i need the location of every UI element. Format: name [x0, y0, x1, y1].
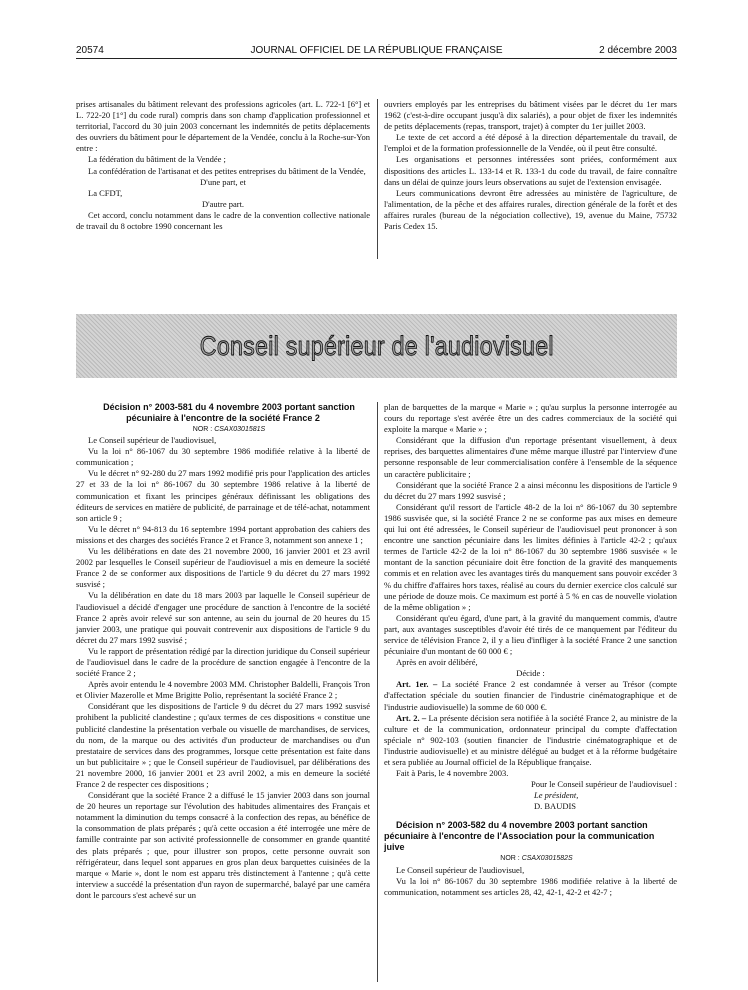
- journal-title: JOURNAL OFFICIEL DE LA RÉPUBLIQUE FRANÇAISE: [250, 45, 503, 56]
- decision-2-title: Décision n° 2003-582 du 4 novembre 2003 portant sanction pécuniaire à l'encontre de l'Association pour la communication juive: [384, 820, 655, 853]
- paragraph: Vu la loi n° 86-1067 du 30 septembre 1986 modifiée relative à la liberté de communication, notamment ses articles 28, 42, 42-1, 42-2 et 42-7 ;: [384, 875, 677, 897]
- paragraph: Après en avoir délibéré,: [396, 657, 478, 668]
- decide-line: Décide :: [516, 668, 545, 679]
- nor-value: CSAX0301582S: [521, 855, 573, 863]
- section-title: Conseil supérieur de l'audiovisuel: [199, 330, 554, 361]
- paragraph: Le Conseil supérieur de l'audiovisuel,: [88, 435, 217, 446]
- paragraph: Après avoir entendu le 4 novembre 2003 MM. Christopher Baldelli, François Tron et Olivier Mazerolle et Mme Brigitte Polio, représentant la société France 2 ;: [76, 679, 370, 701]
- paragraph: La CFDT,: [88, 187, 123, 198]
- paragraph: ouvriers employés par les entreprises du bâtiment visées par le décret du 1er mars 1962 (c'est-à-dire occupant jusqu'à dix salariés), a pour objet de fixer les indemnités de petits déplacements (repas, transport, trajet) à compter du 1er juillet 2003.: [384, 99, 677, 132]
- section-banner: [76, 314, 677, 378]
- issue-date: 2 décembre 2003: [599, 45, 677, 56]
- paragraph: Vu les délibérations en date des 21 novembre 2000, 16 janvier 2001 et 23 avril 2002 par lesquelles le Conseil supérieur de l'audiovisuel a mis en demeure la société France 2 de se conformer aux dispositions de l'article 9 du décret du 27 mars 1992 susvisé ;: [76, 546, 370, 590]
- paragraph: Considérant qu'il ressort de l'article 48-2 de la loi n° 86-1067 du 30 septembre 1986 susvisée que, si la société France 2 ne se conforme pas aux mises en demeure qui lui ont été adressées, le Conseil supérieur de l'audiovisuel peut prononcer à son encontre une sanction pécuniaire dans les limites définies à l'article 42-2 ; qu'aux termes de l'article 42-2 de la loi n° 86-1067 du 30 septembre 1986 susvisée « le montant de la sanction pécuniaire doit être fonction de la gravité des manquements commis et en relation avec les avantages tirés du manquement sans pouvoir excéder 3 % du chiffre d'affaires hors taxes, réalisé au cours du dernier exercice clos calculé sur une période de douze mois. Ce maximum est porté à 5 % en cas de nouvelle violation de la même obligation » ;: [384, 501, 677, 612]
- decision-1-nor: [76, 424, 370, 435]
- column-divider-bottom: [377, 402, 378, 982]
- paragraph: prises artisanales du bâtiment relevant des professions agricoles (art. L. 722-1 [6°] et L. 722-20 [1°] du code rural) compris dans son champ d'application professionnel et territorial, l'accord du 30 juin 2003 concernant les indemnités de petits déplacements des ouvriers du bâtiment pour le département de la Vendée, conclu à la Roche-sur-Yon entre :: [76, 99, 370, 154]
- decision-1-title: Décision n° 2003-581 du 4 novembre 2003 portant sanction pécuniaire à l'encontre de la société France 2: [103, 402, 355, 423]
- article-1-label: Art. 1er. –: [396, 679, 438, 690]
- paragraph: Le texte de cet accord a été déposé à la direction départementale du travail, de l'emploi et de la formation professionnelle de la Vendée, où il peut être consulté.: [384, 132, 677, 154]
- nor-label: NOR :: [192, 426, 213, 433]
- paragraph: La confédération de l'artisanat et des petites entreprises du bâtiment de la Vendée,: [88, 165, 366, 176]
- decision-1-column-left: [76, 402, 370, 901]
- page-header: [76, 44, 677, 59]
- paragraph: plan de barquettes de la marque « Marie » ; qu'au surplus la personne interrogée au cours du reportage s'est avérée être un des cadres commerciaux de la société qui exploite la marque « Marie » ;: [384, 402, 677, 435]
- paragraph: Vu le décret n° 94-813 du 16 septembre 1994 portant approbation des cahiers des missions et des charges des sociétés France 2 et France 3, notamment son annexe 1 ;: [76, 523, 370, 545]
- decision-1-column-right: [384, 402, 677, 898]
- paragraph: La fédération du bâtiment de la Vendée ;: [88, 154, 226, 165]
- paragraph: Le Conseil supérieur de l'audiovisuel,: [396, 864, 525, 875]
- top-column-left: [76, 99, 370, 232]
- paragraph: Cet accord, conclu notamment dans le cadre de la convention collective nationale de travail du 8 octobre 1990 concernant les: [76, 209, 370, 232]
- page-number: 20574: [76, 45, 104, 56]
- column-divider-top: [377, 99, 378, 259]
- paragraph: Vu la délibération en date du 18 mars 2003 par laquelle le Conseil supérieur de l'audiovisuel a décidé d'engager une procédure de sanction à l'encontre de la société France 2 après avoir relevé sur son antenne, au sein du journal de 20 heures du 15 janvier 2003, une pratique qui pouvait contrevenir aux dispositions de l'article 9 du décret du 27 mars 1992 susvisé ;: [76, 590, 370, 645]
- decision-2-nor: [384, 853, 677, 864]
- paragraph: Vu le décret n° 92-280 du 27 mars 1992 modifié pris pour l'application des articles 27 et 33 de la loi n° 86-1067 du 30 septembre 1986 relative à la liberté de communication et fixant les principes généraux définissant les obligations des éditeurs de services en matière de publicité, de parrainage et de télé-achat, notamment son article 9 ;: [76, 468, 370, 523]
- paragraph: D'autre part.: [201, 198, 245, 209]
- paragraph: Considérant que la diffusion d'un reportage présentant visuellement, à deux reprises, des barquettes alimentaires d'une même marque illustré par l'interview d'une personne responsable de leur commercialisation confère à l'ensemble de la séquence un caractère publicitaire ;: [384, 435, 677, 479]
- paragraph: Vu le rapport de présentation rédigé par la direction juridique du Conseil supérieur de l'audiovisuel dans le cadre de la procédure de sanction engagée à l'encontre de la société France 2 ;: [76, 645, 370, 679]
- paragraph: Considérant que la société France 2 a ainsi méconnu les dispositions de l'article 9 du décret du 27 mars 1992 susvisé ;: [384, 479, 677, 501]
- nor-label: NOR :: [500, 855, 520, 863]
- paragraph: Vu la loi n° 86-1067 du 30 septembre 1986 modifiée relative à la liberté de communication ;: [76, 446, 370, 468]
- article-2-label: Art. 2. –: [396, 712, 427, 723]
- paragraph: Les organisations et personnes intéressées sont priées, conformément aux dispositions des articles L. 133-14 et R. 133-1 du code du travail, de faire connaître dans un délai de quinze jours leurs observations au sujet de l'extension envisagée.: [384, 154, 677, 187]
- article-1: [384, 679, 677, 712]
- paragraph: Considérant que la société France 2 a diffusé le 15 janvier 2003 dans son journal de 20 heures un reportage sur l'évolution des habitudes alimentaires des Français et notamment la diminution du temps consacré à la confection des repas, au bénéfice de la consommation de plats préparés ; qu'à cette occasion a été interrogée une mère de famille contrainte par son activité professionnelle de consommer en grande quantité des plats préparés ; que, pour illustrer son propos, cette personne ouvrait son réfrigérateur, dans lequel sont apparues en gros plan deux barquettes cuisinées de la marque « Marie », dont le nom est apparu très distinctement à l'antenne ; qu'à cette interview a succédé la présentation d'un rayon de supermarché, balayé par une caméra dont le parcours s'est achevé sur un: [76, 790, 370, 900]
- article-2-text: La présente décision sera notifiée à la société France 2, au ministre de la culture et de la communication, ordonnateur principal du compte d'affectation spéciale n° 902-103 (soutien financier de l'industrie cinématographique et de l'industrie audiovisuelle) et au ministre délégué au budget et à la réforme budgétaire et sera publiée au Journal officiel de la République française.: [384, 712, 677, 767]
- paragraph: D'une part, et: [200, 176, 246, 187]
- done-line: Fait à Paris, le 4 novembre 2003.: [396, 768, 509, 779]
- paragraph: Considérant que les dispositions de l'article 9 du décret du 27 mars 1992 susvisé prohibent la publicité clandestine ; qu'aux termes de ces dispositions « constitue une publicité clandestine la présentation verbale ou visuelle de marchandises, de services, du nom, de la marque ou des activités d'un producteur de marchandises ou d'un prestataire de services dans des programmes, lorsque cette présentation est faite dans un but publicitaire » ; que le Conseil supérieur de l'audiovisuel, par délibérations des 21 novembre 2000, 16 janvier 2001 et 23 avril 2002, a mis en demeure la société France 2 de respecter ces dispositions ;: [76, 701, 370, 789]
- paragraph: Leurs communications devront être adressées au ministère de l'agriculture, de l'alimentation, de la pêche et des affaires rurales, direction générale de la forêt et des affaires rurales (bureau de la négociation collective), 19, avenue du Maine, 75732 Paris Cedex 15.: [384, 187, 677, 232]
- article-2: [384, 713, 677, 768]
- article-1-text: La société France 2 est condamnée à verser au Trésor (compte d'affectation spéciale du soutien financier de l'industrie cinématographique et de l'industrie audiovisuelle) la somme de 60 000 €.: [384, 679, 677, 712]
- signatory-name: D. BAUDIS: [534, 801, 577, 812]
- paragraph: Considérant qu'eu égard, d'une part, à la gravité du manquement commis, d'autre part, aux avantages susceptibles d'avoir été tirés de ce manquement par l'éditeur du service de télévision France 2, il y a lieu d'infliger à la société France 2 une sanction pécuniaire d'un montant de 60 000 € ;: [384, 612, 677, 657]
- top-column-right: [384, 99, 677, 232]
- nor-value: CSAX0301581S: [214, 426, 266, 433]
- signature-intro: Pour le Conseil supérieur de l'audiovisuel :: [530, 779, 677, 790]
- signatory-title: Le président,: [534, 790, 579, 801]
